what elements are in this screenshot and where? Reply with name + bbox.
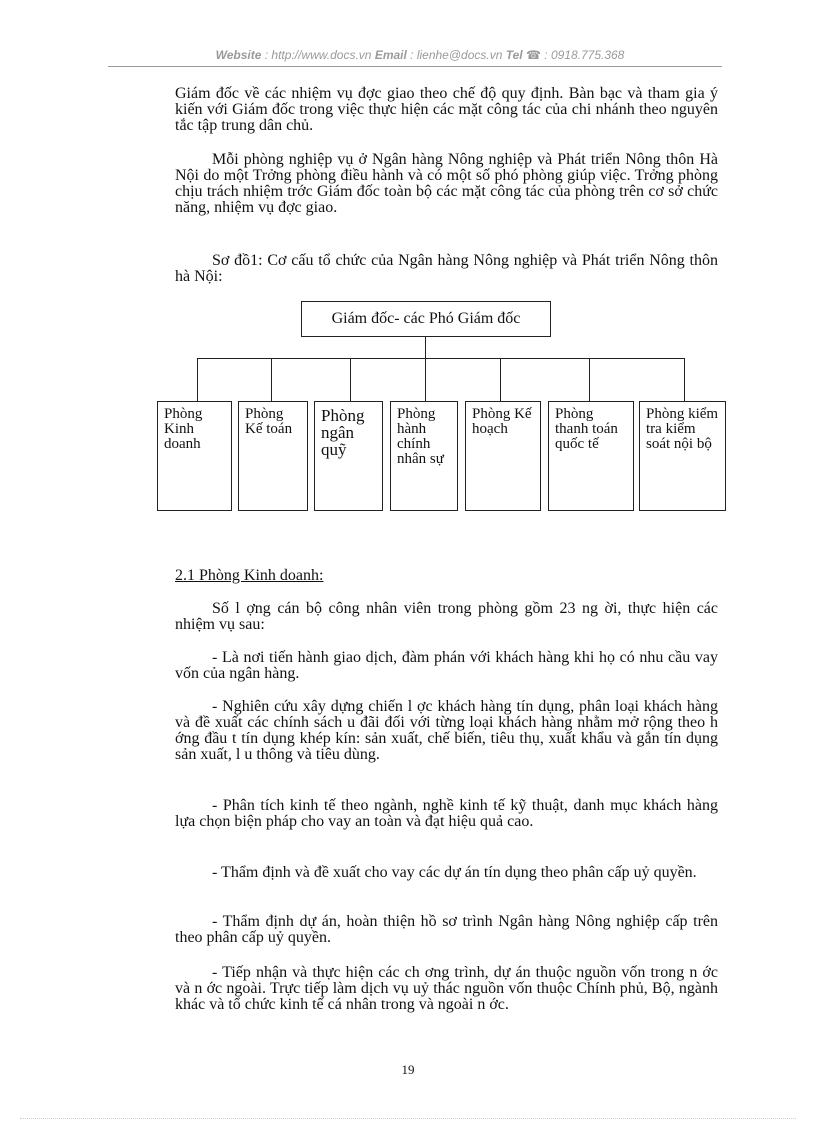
connector-1 <box>197 358 198 401</box>
page-header <box>120 48 720 62</box>
website-value: : http://www.docs.vn <box>261 48 372 62</box>
connector-main <box>425 337 426 358</box>
section-item-5: - Thẩm định dự án, hoàn thiện hồ sơ trình Ngân hàng Nông nghiệp cấp trên theo phân cấp uỷ quyền. <box>175 913 718 946</box>
section-item-3: - Phân tích kinh tế theo ngành, nghề kinh tế kỹ thuật, danh mục khách hàng lựa chọn biện pháp cho vay an toàn và đạt hiệu quả cao. <box>175 797 718 830</box>
org-chart <box>150 298 740 518</box>
dept-box-kiem-tra: Phòng kiểm tra kiểm soát nội bộ <box>639 401 726 511</box>
section-title: 2.1 Phòng Kinh doanh: <box>175 567 324 584</box>
dept-box-ngan-quy: Phòng ngân quỹ <box>314 401 383 511</box>
section-item-2: - Nghiên cứu xây dựng chiến l ợc khách hàng tín dụng, phân loại khách hàng và đề xuất các chính sách u đãi đối với từng loại khách hàng nhằm mở rộng theo h ớng đầu t tín dụng khép kín: sản xuất, chế biến, tiêu thụ, xuất khẩu và gắn tín dụng sản xuất, l u thông và tiêu dùng. <box>175 698 718 763</box>
paragraph-3: Sơ đồ1: Cơ cấu tổ chức của Ngân hàng Nông nghiệp và Phát triển Nông thôn hà Nội: <box>175 252 718 285</box>
dept-box-hanh-chinh: Phòng hành chính nhân sự <box>390 401 458 511</box>
dept-box-ke-hoach: Phòng Kế hoạch <box>465 401 541 511</box>
connector-4 <box>425 358 426 401</box>
email-label: Email <box>374 48 407 62</box>
section-intro: Số l ợng cán bộ công nhân viên trong phòng gồm 23 ng ời, thực hiện các nhiệm vụ sau: <box>175 600 718 633</box>
dept-box-kinh-doanh: Phòng Kinh doanh <box>157 401 232 511</box>
dept-box-thanh-toan: Phòng thanh toán quốc tế <box>548 401 634 511</box>
tel-label: Tel <box>505 48 523 62</box>
connector-5 <box>500 358 501 401</box>
dept-box-ke-toan: Phòng Kế toán <box>238 401 308 511</box>
page-number: 19 <box>401 1062 415 1077</box>
header-rule <box>108 66 722 67</box>
connector-3 <box>350 358 351 401</box>
connector-7 <box>684 358 685 401</box>
section-item-4: - Thẩm định và đề xuất cho vay các dự án tín dụng theo phân cấp uỷ quyền. <box>212 864 697 881</box>
website-label: Website <box>215 48 262 62</box>
tel-value: ☎ : 0918.775.368 <box>522 48 625 62</box>
connector-6 <box>589 358 590 401</box>
paragraph-1: Giám đốc về các nhiệm vụ đợc giao theo chế độ quy định. Bàn bạc và tham gia ý kiến với Giám đốc trong việc thực hiện các mặt công tác của chi nhánh theo nguyên tắc tập trung dân chủ. <box>175 85 718 134</box>
org-chart-top-box: Giám đốc- các Phó Giám đốc <box>301 301 551 337</box>
connector-2 <box>271 358 272 401</box>
section-item-6: - Tiếp nhận và thực hiện các ch ơng trình, dự án thuộc nguồn vốn trong n ớc và n ớc ngoài. Trực tiếp làm dịch vụ uỷ thác nguồn vốn thuộc Chính phủ, Bộ, ngành khác và tổ chức kinh tế cá nhân trong và ngoài n ớc. <box>175 964 718 1013</box>
page-bottom-border <box>20 1118 796 1119</box>
section-item-1: - Là nơi tiến hành giao dịch, đàm phán với khách hàng khi họ có nhu cầu vay vốn của ngân hàng. <box>175 649 718 682</box>
paragraph-2: Mỗi phòng nghiệp vụ ở Ngân hàng Nông nghiệp và Phát triển Nông thôn Hà Nội do một Trởng phòng điều hành và có một số phó phòng giúp việc. Trởng phòng chịu trách nhiệm trớc Giám đốc toàn bộ các mặt công tác của phòng trên cơ sở chức năng, nhiệm vụ đợc giao. <box>175 151 718 216</box>
email-value: : lienhe@docs.vn <box>406 48 503 62</box>
